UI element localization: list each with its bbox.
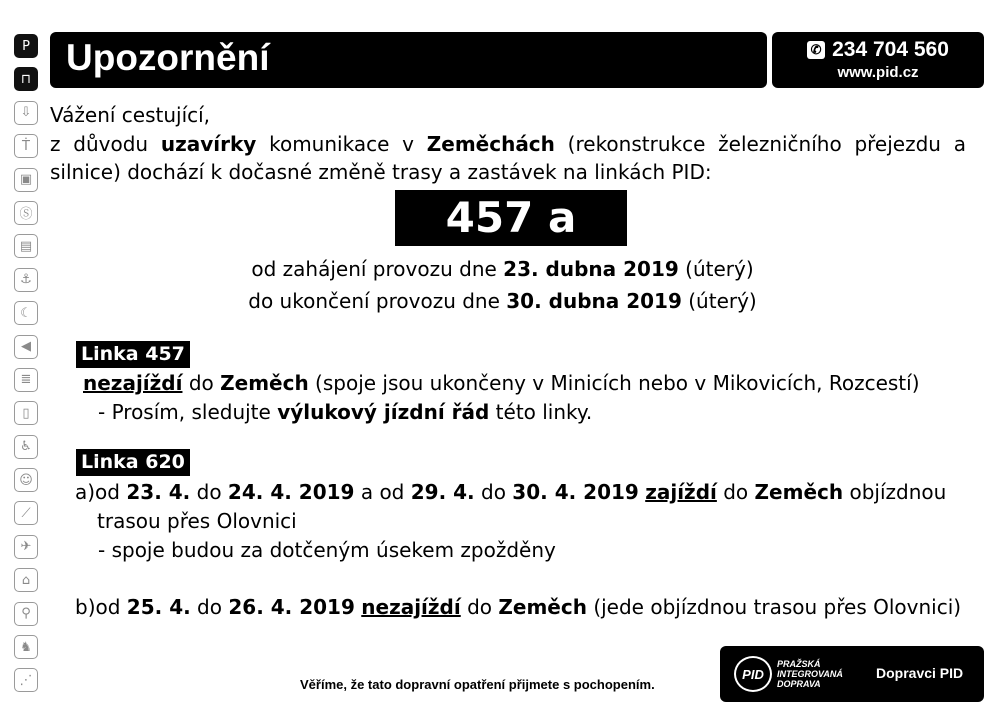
greeting: Vážení cestující, [50,103,211,127]
carriers-label: Dopravci PID [876,665,964,681]
airplane-icon: ✈ [14,535,38,559]
metro-icon: Ⓢ [14,201,38,225]
line-457-label: Linka 457 [76,341,190,368]
escalator-icon: ⟋ [14,501,38,525]
header-banner [50,32,767,88]
intro-line-3: silnice) dochází k dočasné změně trasy a zastávek na linkách PID: [50,160,712,184]
sound-icon: ◀ [14,335,38,359]
stroller-icon: ⌂ [14,568,38,592]
display-icon: ≣ [14,368,38,392]
pid-footer-box [720,646,984,702]
family-icon: ☺ [14,468,38,492]
walk-icon: ⋰ [14,668,38,692]
cable-car-icon: ▤ [14,234,38,258]
date-from: od zahájení provozu dne 23. dubna 2019 (úterý) [251,257,754,281]
line-457-row-2: - Prosím, sledujte výlukový jízdní řád této linky. [98,400,593,424]
pid-logo: PID [734,656,772,692]
ticket-machine-icon: ▯ [14,401,38,425]
line-457-row-1: nezajíždí do Zeměch (spoje jsou ukončeny v Minicích nebo v Mikovicích, Rozcestí) [83,371,920,395]
phone-row [772,38,984,62]
pid-org-name: PRAŽSKÁ INTEGROVANÁ DOPRAVA [777,659,843,689]
night-icon: ☾ [14,301,38,325]
pid-logo-icon: P [14,34,38,58]
page-title: Upozornění [66,37,270,78]
line-620-a-line-2: trasou přes Olovnici [97,509,297,533]
bus-icon: ▣ [14,168,38,192]
contact-box [772,32,984,88]
transport-icon-sidebar [14,34,42,702]
ferry-icon: ⚓ [14,268,38,292]
website-link[interactable]: www.pid.cz [837,64,919,81]
phone-number: 234 704 560 [832,38,949,61]
line-620-b-line-1: b)od 25. 4. do 26. 4. 2019 nezajíždí do Zeměch (jede objízdnou trasou přes Olovnici) [75,595,962,619]
bicycle-icon: ⚲ [14,602,38,626]
train-icon: ⇩ [14,101,38,125]
intro-line-2: z důvodu uzavírky komunikace v Zeměchách (rekonstrukce železničního přejezdu a [50,131,966,156]
lines-badge: 457 a 620 [395,190,627,246]
wheelchair-icon: ♿ [14,435,38,459]
date-to: do ukončení provozu dne 30. dubna 2019 (úterý) [248,289,757,313]
footer-note: Věříme, že tato dopravní opatření přijmete s pochopením. [300,677,655,692]
intro-text [50,101,966,187]
tram-stop-icon: ⊓ [14,67,38,91]
tram-icon: Ṫ [14,134,38,158]
dog-icon: ♞ [14,635,38,659]
line-620-label: Linka 620 [76,449,190,476]
line-620-a-line-3: - spoje budou za dotčeným úsekem zpožděny [98,538,556,562]
line-620-a-line-1: a)od 23. 4. do 24. 4. 2019 a od 29. 4. do 30. 4. 2019 zajíždí do Zeměch objízdnou [75,480,947,504]
phone-icon: ✆ [807,41,825,59]
